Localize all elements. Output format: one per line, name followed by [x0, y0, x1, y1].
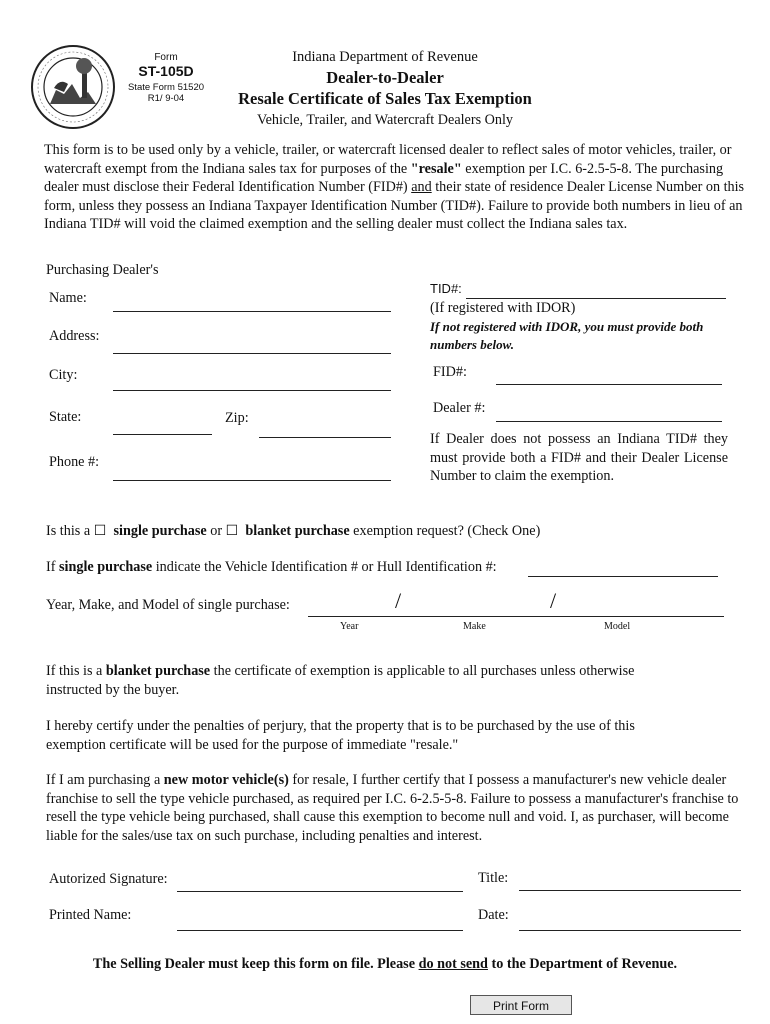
blanket-purchase-checkbox[interactable]: ☐ [225, 523, 239, 539]
zip-field[interactable] [259, 437, 391, 438]
tid-italic-note: If not registered with IDOR, you must provide both numbers below. [430, 319, 704, 352]
tid-note: (If registered with IDOR) [430, 300, 576, 316]
city-label: City: [49, 367, 78, 383]
ymm-slash-1: / [395, 588, 402, 613]
new-vehicle-paragraph: If I am purchasing a new motor vehicle(s) for resale, I further certify that I possess a manufacturer's new vehicle dealer franchise to sell the type vehicle purchased, as required per I.C. 6-2.5-5-8. Failure to possess a manufacturer's franchise to resell the type vehicle being purchased, shall cause this exemption to become null and void. I, as purchaser, will become liable for the sales/use tax on such purchase, including penalties and interest. [46, 772, 739, 844]
tid-field[interactable] [466, 298, 726, 299]
fid-label: FID#: [433, 364, 467, 380]
address-field[interactable] [113, 353, 391, 354]
revision: R1/ 9-04 [147, 93, 185, 104]
certify-paragraph: I hereby certify under the penalties of perjury, that the property that is to be purchased by the use of this exemption certificate will be used for the purpose of immediate "resale." [46, 718, 635, 753]
state-seal [30, 44, 116, 130]
fid-field[interactable] [496, 384, 722, 385]
tid-notice: If Dealer does not possess an Indiana TID# they must provide both a FID# and their Dealer License Number to claim the exemption. [430, 431, 728, 484]
title-line2: Resale Certificate of Sales Tax Exemption [238, 89, 532, 108]
title-line1: Dealer-to-Dealer [326, 68, 444, 87]
agency-name: Indiana Department of Revenue [292, 49, 478, 65]
vin-field[interactable] [528, 576, 718, 577]
phone-field[interactable] [113, 480, 391, 481]
subtitle: Vehicle, Trailer, and Watercraft Dealers Only [256, 112, 514, 128]
state-field[interactable] [113, 434, 212, 435]
name-field[interactable] [113, 311, 391, 312]
single-purchase-checkbox[interactable]: ☐ [93, 523, 107, 539]
authorized-signature-label: Autorized Signature: [49, 871, 168, 887]
date-label: Date: [478, 907, 509, 923]
title-label: Title: [478, 870, 509, 886]
city-field[interactable] [113, 390, 391, 391]
vin-label: If single purchase indicate the Vehicle Identification # or Hull Identification #: [46, 559, 497, 575]
purchase-type-question: Is this a ☐ single purchase or ☐ blanket purchase exemption request? (Check One) [46, 523, 541, 539]
printed-name-field[interactable] [177, 930, 463, 931]
address-label: Address: [49, 328, 100, 344]
printed-name-label: Printed Name: [49, 907, 132, 923]
ymm-field[interactable] [308, 616, 724, 617]
tid-label: TID#: [430, 281, 462, 296]
title-field[interactable] [519, 890, 741, 891]
date-field[interactable] [519, 930, 741, 931]
ymm-slash-2: / [550, 588, 557, 613]
ymm-label: Year, Make, and Model of single purchase: [46, 597, 290, 613]
dealer-number-field[interactable] [496, 421, 722, 422]
form-word: Form [154, 52, 178, 63]
purchasing-dealer-heading: Purchasing Dealer's [46, 262, 159, 278]
model-caption: Model [604, 621, 631, 632]
dealer-number-label: Dealer #: [433, 400, 486, 416]
year-caption: Year [340, 621, 359, 632]
state-label: State: [49, 409, 82, 425]
blanket-paragraph: If this is a blanket purchase the certificate of exemption is applicable to all purchases unless otherwise instructed by the buyer. [46, 663, 635, 698]
make-caption: Make [463, 621, 486, 632]
print-form-button[interactable]: Print Form [470, 995, 572, 1015]
authorized-signature-field[interactable] [177, 891, 463, 892]
state-form: State Form 51520 [127, 82, 205, 93]
name-label: Name: [49, 290, 87, 306]
zip-label: Zip: [225, 410, 249, 426]
phone-label: Phone #: [49, 454, 100, 470]
footer-notice: The Selling Dealer must keep this form on file. Please do not send to the Department of Revenue. [92, 956, 678, 972]
intro-paragraph: This form is to be used only by a vehicle, trailer, or watercraft licensed dealer to reflect sales of motor vehicles, trailer, or watercraft exempt from the Indiana sales tax for purposes of the "resale" exemption per I.C. 6-2.5-5-8. The purchasing dealer must disclose their Federal Identification Number (FID#) and their state of residence Dealer License Number on this form, unless they possess an Indiana Taxpayer Identification Number (TID#). Failure to provide both numbers in lieu of an Indiana TID# will void the claimed exemption and the selling dealer must collect the Indiana sales tax. [44, 142, 745, 232]
form-number: ST-105D [138, 63, 194, 79]
